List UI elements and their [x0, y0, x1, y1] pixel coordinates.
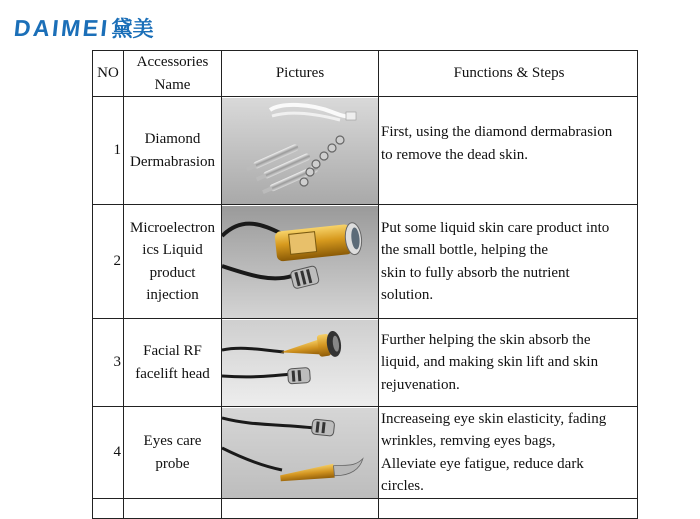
function-line: the small bottle, helping the: [381, 242, 549, 258]
eye-care-probe-image: [222, 408, 378, 498]
accessories-table: [92, 50, 638, 519]
function-line: wrinkles, remving eyes bags,: [381, 433, 556, 449]
header-functions: Functions & Steps: [379, 51, 638, 97]
function-line: Further helping the skin absorb the: [381, 331, 591, 348]
function-text: [379, 205, 638, 319]
accessory-name-line: product: [149, 264, 196, 281]
accessory-name-line: Diamond: [144, 131, 201, 147]
accessory-name-line: Eyes care: [143, 433, 202, 449]
diamond-dermabrasion-tips-image: [222, 98, 378, 204]
accessory-name-line: probe: [155, 455, 190, 472]
function-line: rejuvenation.: [381, 376, 460, 393]
table-row: [93, 205, 638, 319]
function-line: Put some liquid skin care product into: [381, 219, 610, 236]
row-number-empty: [93, 499, 124, 519]
row-number: 3: [93, 319, 124, 407]
table-row: [93, 319, 638, 407]
header-name-line1: Accessories: [136, 54, 209, 70]
accessory-name: [124, 407, 222, 499]
accessory-name-line: Dermabrasion: [130, 153, 215, 170]
header-name-line2: Name: [154, 76, 191, 93]
eye-care-probe-picture: [222, 407, 379, 499]
accessory-name-line: ics Liquid: [142, 242, 203, 258]
accessory-name-empty: [124, 499, 222, 519]
accessory-name-line: injection: [146, 287, 199, 303]
function-line: to remove the dead skin.: [381, 146, 529, 163]
function-text-empty: [379, 499, 638, 519]
accessory-name: [124, 97, 222, 205]
row-number: 2: [93, 205, 124, 319]
header-no: NO: [93, 51, 124, 97]
function-text: [379, 407, 638, 499]
accessory-name: [124, 319, 222, 407]
table-header-row: [93, 51, 638, 97]
brand-logo-chinese: 黛美: [111, 17, 154, 41]
rf-facelift-picture: [222, 319, 379, 407]
accessory-name-line: Microelectron: [130, 219, 215, 236]
function-line: circles.: [381, 478, 424, 494]
function-line: Alleviate eye fatigue, reduce dark: [381, 455, 584, 472]
function-text-block: [381, 97, 637, 166]
table-row: [93, 407, 638, 499]
function-line: liquid, and making skin lift and skin: [381, 354, 599, 371]
liquid-injection-handpiece-image: [222, 206, 378, 318]
accessory-name-line: Facial RF: [143, 343, 202, 359]
function-line: solution.: [381, 287, 434, 303]
rf-facelift-handpiece-image: [222, 320, 378, 406]
row-number: 1: [93, 97, 124, 205]
function-text: [379, 319, 638, 407]
function-line: First, using the diamond dermabrasion: [381, 124, 613, 140]
accessory-name: [124, 205, 222, 319]
table-row: [93, 499, 638, 519]
brand-logo: [14, 13, 154, 43]
diamond-dermabrasion-picture: [222, 97, 379, 205]
function-text: [379, 97, 638, 205]
header-pictures: Pictures: [222, 51, 379, 97]
liquid-injection-picture: [222, 205, 379, 319]
header-accessories-name: [124, 51, 222, 97]
picture-empty: [222, 499, 379, 519]
row-number: 4: [93, 407, 124, 499]
table-row: [93, 97, 638, 205]
accessory-name-line: facelift head: [135, 365, 210, 382]
function-line: skin to fully absorb the nutrient: [381, 264, 570, 281]
function-line: Increaseing eye skin elasticity, fading: [381, 410, 607, 427]
brand-logo-latin: DAIMEI: [12, 14, 111, 41]
